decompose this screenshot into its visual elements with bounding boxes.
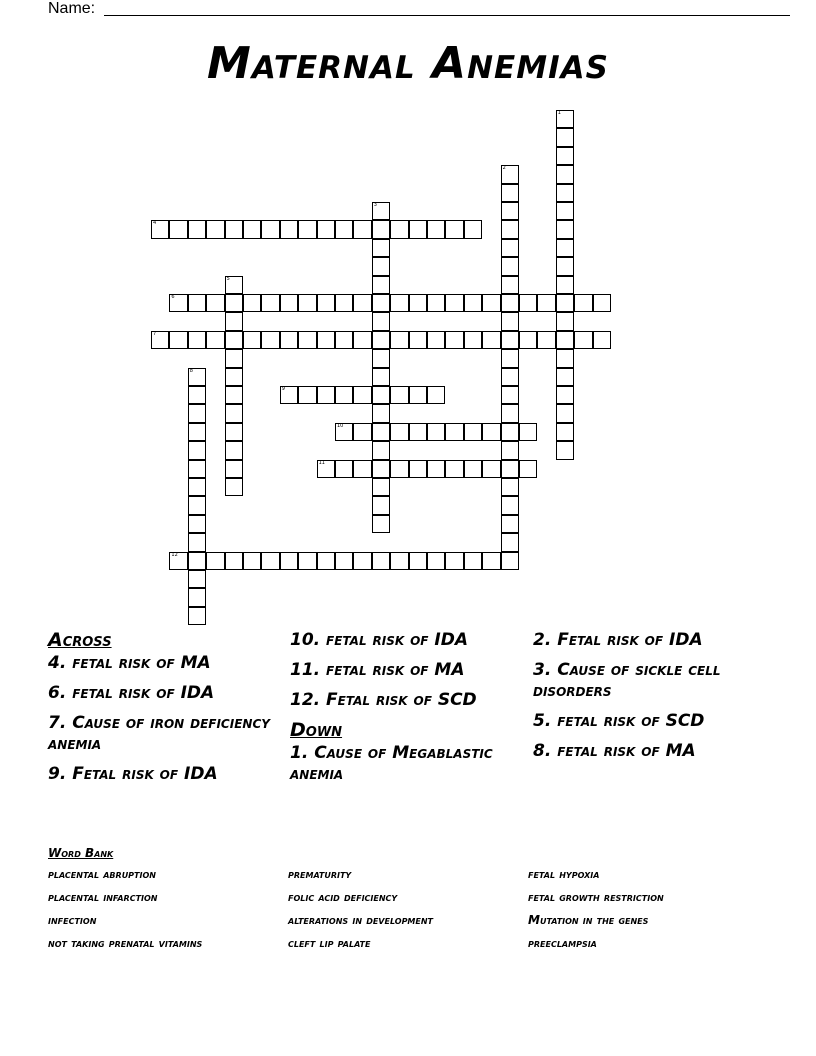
grid-cell[interactable]	[225, 368, 243, 386]
grid-cell[interactable]	[556, 441, 574, 459]
grid-cell[interactable]	[501, 552, 519, 570]
word-bank-item: infection	[48, 913, 97, 927]
grid-cell[interactable]	[501, 294, 519, 312]
grid-cell[interactable]	[501, 441, 519, 459]
grid-cell[interactable]	[464, 220, 482, 238]
grid-cell[interactable]	[372, 220, 390, 238]
grid-cell[interactable]	[445, 423, 463, 441]
grid-cell[interactable]	[225, 386, 243, 404]
clue-down-5: 5. fetal risk of SCD	[533, 711, 705, 731]
grid-cell[interactable]	[353, 386, 371, 404]
clue-number: 10	[337, 422, 344, 429]
grid-cell[interactable]	[390, 460, 408, 478]
clue-down-2: 2. Fetal risk of IDA	[533, 630, 703, 650]
grid-cell[interactable]	[372, 423, 390, 441]
grid-cell[interactable]	[409, 386, 427, 404]
grid-cell[interactable]	[225, 460, 243, 478]
grid-cell[interactable]	[556, 404, 574, 422]
grid-cell[interactable]	[556, 331, 574, 349]
clue-across-6: 6. fetal risk of IDA	[48, 683, 215, 703]
grid-cell[interactable]	[445, 331, 463, 349]
grid-cell[interactable]	[372, 312, 390, 330]
grid-cell[interactable]	[501, 496, 519, 514]
grid-cell[interactable]	[261, 220, 279, 238]
grid-cell[interactable]	[206, 552, 224, 570]
grid-cell[interactable]	[409, 331, 427, 349]
grid-cell[interactable]	[335, 460, 353, 478]
grid-cell[interactable]	[151, 331, 169, 349]
clue-down-8: 8. fetal risk of MA	[533, 741, 696, 761]
grid-cell[interactable]	[556, 202, 574, 220]
grid-cell[interactable]	[372, 368, 390, 386]
grid-cell[interactable]	[390, 552, 408, 570]
grid-cell[interactable]	[261, 331, 279, 349]
grid-cell[interactable]	[188, 588, 206, 606]
word-bank-item: prematurity	[288, 867, 352, 881]
word-bank-heading: Word Bank	[48, 846, 114, 860]
grid-cell[interactable]	[593, 331, 611, 349]
grid-cell[interactable]	[206, 294, 224, 312]
word-bank-list	[48, 866, 768, 952]
grid-cell[interactable]	[151, 220, 169, 238]
grid-cell[interactable]	[556, 184, 574, 202]
grid-cell[interactable]	[501, 165, 519, 183]
grid-cell[interactable]	[188, 533, 206, 551]
grid-cell[interactable]	[188, 331, 206, 349]
grid-cell[interactable]	[169, 294, 187, 312]
grid-cell[interactable]	[353, 294, 371, 312]
word-bank-item: fetal growth restriction	[528, 890, 664, 904]
grid-cell[interactable]	[537, 294, 555, 312]
grid-cell[interactable]	[298, 331, 316, 349]
grid-cell[interactable]	[206, 220, 224, 238]
word-bank-item: alterations in development	[288, 913, 434, 927]
grid-cell[interactable]	[372, 441, 390, 459]
clue-number: 2	[502, 165, 506, 172]
grid-cell[interactable]	[372, 294, 390, 312]
grid-cell[interactable]	[501, 276, 519, 294]
grid-cell[interactable]	[188, 496, 206, 514]
word-bank-item: preeclampsia	[528, 936, 597, 950]
grid-cell[interactable]	[556, 276, 574, 294]
grid-cell[interactable]	[243, 294, 261, 312]
grid-cell[interactable]	[427, 460, 445, 478]
clues-column-2	[290, 630, 520, 794]
word-bank-item: not taking prenatal vitamins	[48, 936, 203, 950]
grid-cell[interactable]	[556, 257, 574, 275]
grid-cell[interactable]	[188, 404, 206, 422]
grid-cell[interactable]	[225, 349, 243, 367]
grid-cell[interactable]	[317, 386, 335, 404]
clue-across-4: 4. fetal risk of MA	[48, 653, 211, 673]
grid-cell[interactable]	[188, 552, 206, 570]
clue-across-9: 9. Fetal risk of IDA	[48, 764, 218, 784]
grid-cell[interactable]	[556, 165, 574, 183]
grid-cell[interactable]	[409, 552, 427, 570]
grid-cell[interactable]	[464, 331, 482, 349]
grid-cell[interactable]	[243, 552, 261, 570]
grid-cell[interactable]	[501, 349, 519, 367]
grid-cell[interactable]	[390, 294, 408, 312]
clue-number: 5	[226, 275, 230, 282]
grid-cell[interactable]	[556, 386, 574, 404]
clue-number: 8	[189, 367, 193, 374]
grid-cell[interactable]	[427, 294, 445, 312]
grid-cell[interactable]	[280, 220, 298, 238]
grid-cell[interactable]	[372, 478, 390, 496]
clue-across-7: 7. Cause of iron deficiency anemia	[48, 713, 270, 754]
grid-cell[interactable]	[519, 423, 537, 441]
grid-cell[interactable]	[280, 294, 298, 312]
name-field[interactable]	[48, 0, 748, 20]
clue-number: 6	[171, 294, 175, 300]
grid-cell[interactable]	[372, 331, 390, 349]
grid-cell[interactable]	[353, 552, 371, 570]
grid-cell[interactable]	[169, 552, 187, 570]
grid-cell[interactable]	[409, 423, 427, 441]
clue-across-10: 10. fetal risk of IDA	[290, 630, 469, 650]
clue-number: 7	[153, 330, 157, 337]
grid-cell[interactable]	[482, 423, 500, 441]
grid-cell[interactable]	[556, 294, 574, 312]
grid-cell[interactable]	[501, 202, 519, 220]
grid-cell[interactable]	[556, 147, 574, 165]
grid-cell[interactable]	[372, 496, 390, 514]
clue-down-3: 3. Cause of sickle cell disorders	[533, 660, 721, 701]
grid-cell[interactable]	[409, 220, 427, 238]
grid-cell[interactable]	[225, 220, 243, 238]
grid-cell[interactable]	[556, 220, 574, 238]
word-bank-item: folic acid deficiency	[288, 890, 398, 904]
grid-cell[interactable]	[243, 220, 261, 238]
grid-cell[interactable]	[335, 331, 353, 349]
grid-cell[interactable]	[574, 331, 592, 349]
grid-cell[interactable]	[280, 331, 298, 349]
grid-cell[interactable]	[482, 460, 500, 478]
grid-cell[interactable]	[464, 552, 482, 570]
grid-cell[interactable]	[372, 386, 390, 404]
name-label: Name:	[48, 0, 96, 17]
grid-cell[interactable]	[317, 331, 335, 349]
grid-cell[interactable]	[390, 423, 408, 441]
grid-cell[interactable]	[501, 239, 519, 257]
grid-cell[interactable]	[519, 331, 537, 349]
grid-cell[interactable]	[225, 276, 243, 294]
clue-number: 12	[171, 551, 178, 558]
grid-cell[interactable]	[188, 478, 206, 496]
grid-cell[interactable]	[317, 220, 335, 238]
grid-cell[interactable]	[390, 331, 408, 349]
clue-number: 4	[153, 220, 157, 227]
grid-cell[interactable]	[427, 423, 445, 441]
grid-cell[interactable]	[464, 294, 482, 312]
grid-cell[interactable]	[298, 552, 316, 570]
grid-cell[interactable]	[501, 386, 519, 404]
grid-cell[interactable]	[372, 404, 390, 422]
down-heading: Down	[290, 719, 343, 741]
grid-cell[interactable]	[519, 460, 537, 478]
clue-number: 9	[281, 386, 285, 392]
clues-column-1	[48, 630, 278, 794]
grid-cell[interactable]	[206, 331, 224, 349]
clue-across-11: 11. fetal risk of MA	[290, 660, 465, 680]
grid-cell[interactable]	[445, 460, 463, 478]
grid-cell[interactable]	[298, 294, 316, 312]
grid-cell[interactable]	[372, 202, 390, 220]
grid-cell[interactable]	[372, 257, 390, 275]
grid-cell[interactable]	[372, 276, 390, 294]
grid-cell[interactable]	[501, 423, 519, 441]
grid-cell[interactable]	[445, 294, 463, 312]
word-bank-item: placental infarction	[48, 890, 158, 904]
grid-cell[interactable]	[464, 423, 482, 441]
grid-cell[interactable]	[501, 331, 519, 349]
grid-cell[interactable]	[280, 552, 298, 570]
grid-cell[interactable]	[372, 460, 390, 478]
grid-cell[interactable]	[427, 220, 445, 238]
grid-cell[interactable]	[372, 239, 390, 257]
grid-cell[interactable]	[298, 386, 316, 404]
grid-cell[interactable]	[188, 515, 206, 533]
grid-cell[interactable]	[501, 533, 519, 551]
clue-across-12: 12. Fetal risk of SCD	[290, 690, 477, 710]
grid-cell[interactable]	[298, 220, 316, 238]
grid-cell[interactable]	[188, 441, 206, 459]
grid-cell[interactable]	[501, 515, 519, 533]
grid-cell[interactable]	[501, 257, 519, 275]
clue-number: 11	[318, 459, 325, 466]
grid-cell[interactable]	[335, 386, 353, 404]
grid-cell[interactable]	[482, 331, 500, 349]
grid-cell[interactable]	[501, 404, 519, 422]
name-underline	[104, 15, 790, 16]
across-heading: Across	[48, 629, 112, 651]
clues-column-3	[533, 630, 763, 771]
grid-cell[interactable]	[501, 478, 519, 496]
grid-cell[interactable]	[427, 552, 445, 570]
grid-cell[interactable]	[390, 220, 408, 238]
grid-cell[interactable]	[556, 368, 574, 386]
grid-cell[interactable]	[556, 349, 574, 367]
grid-cell[interactable]	[519, 294, 537, 312]
grid-cell[interactable]	[188, 220, 206, 238]
puzzle-title: Maternal Anemias	[207, 38, 609, 89]
word-bank-item: fetal hypoxia	[528, 867, 600, 881]
grid-cell[interactable]	[372, 552, 390, 570]
grid-cell[interactable]	[445, 220, 463, 238]
grid-cell[interactable]	[225, 478, 243, 496]
grid-cell[interactable]	[188, 386, 206, 404]
grid-cell[interactable]	[593, 294, 611, 312]
grid-cell[interactable]	[353, 220, 371, 238]
grid-cell[interactable]	[317, 552, 335, 570]
grid-cell[interactable]	[556, 128, 574, 146]
grid-cell[interactable]	[169, 220, 187, 238]
grid-cell[interactable]	[390, 386, 408, 404]
grid-cell[interactable]	[501, 220, 519, 238]
grid-cell[interactable]	[501, 184, 519, 202]
grid-cell[interactable]	[537, 331, 555, 349]
grid-cell[interactable]	[188, 368, 206, 386]
grid-cell[interactable]	[169, 331, 187, 349]
grid-cell[interactable]	[482, 552, 500, 570]
grid-cell[interactable]	[556, 110, 574, 128]
grid-cell[interactable]	[188, 607, 206, 625]
grid-cell[interactable]	[427, 331, 445, 349]
grid-cell[interactable]	[261, 552, 279, 570]
grid-cell[interactable]	[353, 460, 371, 478]
grid-cell[interactable]	[225, 312, 243, 330]
grid-cell[interactable]	[243, 331, 261, 349]
grid-cell[interactable]	[501, 312, 519, 330]
grid-cell[interactable]	[574, 294, 592, 312]
grid-cell[interactable]	[353, 423, 371, 441]
grid-cell[interactable]	[464, 460, 482, 478]
grid-cell[interactable]	[225, 441, 243, 459]
grid-cell[interactable]	[188, 423, 206, 441]
clue-number: 3	[373, 202, 377, 208]
grid-cell[interactable]	[188, 570, 206, 588]
grid-cell[interactable]	[482, 294, 500, 312]
clue-down-1: 1. Cause of Megablastic anemia	[290, 743, 493, 784]
grid-cell[interactable]	[409, 294, 427, 312]
word-bank	[48, 846, 768, 952]
word-bank-item: placental abruption	[48, 867, 156, 881]
word-bank-item: Mutation in the genes	[528, 913, 649, 927]
grid-cell[interactable]	[335, 423, 353, 441]
grid-cell[interactable]	[225, 423, 243, 441]
grid-cell[interactable]	[225, 404, 243, 422]
grid-cell[interactable]	[372, 515, 390, 533]
grid-cell[interactable]	[556, 239, 574, 257]
grid-cell[interactable]	[335, 220, 353, 238]
word-bank-item: cleft lip palate	[288, 936, 371, 950]
grid-cell[interactable]	[317, 460, 335, 478]
clue-number: 1	[557, 110, 561, 116]
grid-cell[interactable]	[225, 294, 243, 312]
grid-cell[interactable]	[225, 552, 243, 570]
grid-cell[interactable]	[188, 460, 206, 478]
grid-cell[interactable]	[335, 294, 353, 312]
grid-cell[interactable]	[556, 312, 574, 330]
grid-cell[interactable]	[501, 460, 519, 478]
grid-cell[interactable]	[280, 386, 298, 404]
grid-cell[interactable]	[353, 331, 371, 349]
grid-cell[interactable]	[409, 460, 427, 478]
grid-cell[interactable]	[556, 423, 574, 441]
grid-cell[interactable]	[188, 294, 206, 312]
grid-cell[interactable]	[317, 294, 335, 312]
grid-cell[interactable]	[225, 331, 243, 349]
grid-cell[interactable]	[501, 368, 519, 386]
grid-cell[interactable]	[335, 552, 353, 570]
grid-cell[interactable]	[372, 349, 390, 367]
grid-cell[interactable]	[261, 294, 279, 312]
grid-cell[interactable]	[445, 552, 463, 570]
grid-cell[interactable]	[427, 386, 445, 404]
